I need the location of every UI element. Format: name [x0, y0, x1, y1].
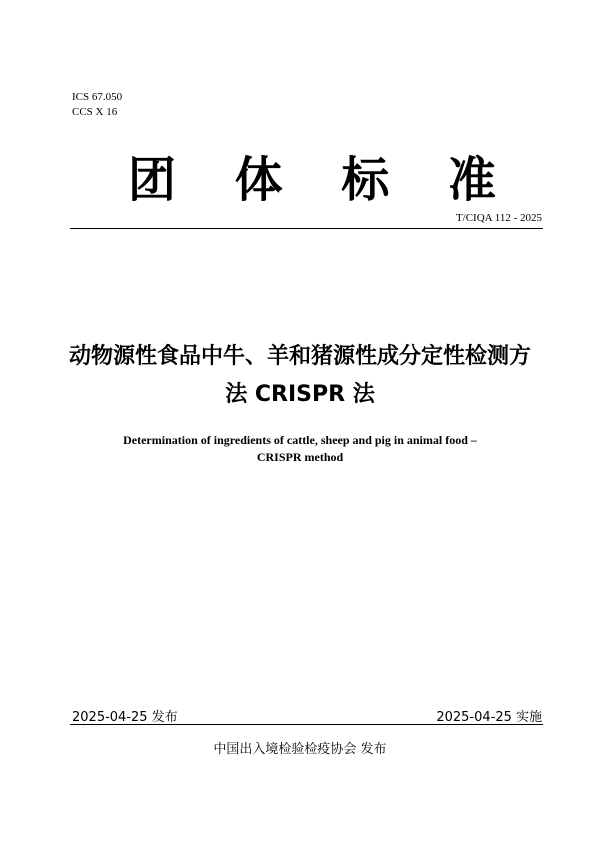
standard-number: T/CIQA 112 - 2025: [455, 212, 542, 224]
top-divider: [70, 228, 543, 229]
english-title: [50, 432, 550, 466]
standard-type-char-4: 准: [447, 152, 496, 208]
classification-codes: [72, 90, 122, 120]
chinese-title-line-1: 动物源性食品中牛、羊和猪源性成分定性检测方: [68, 344, 531, 369]
publisher: 中国出入境检验检疫协会 发布: [213, 742, 387, 757]
standard-type-title: [70, 152, 530, 208]
chinese-title: [40, 338, 560, 414]
standard-type-char-2: 体: [234, 152, 283, 208]
standard-type-char-3: 标: [341, 152, 390, 208]
issue-date: 2025-04-25 发布: [72, 710, 178, 725]
ics-code: ICS 67.050: [72, 91, 123, 103]
bottom-divider: [70, 724, 543, 725]
implementation-date: 2025-04-25 实施: [436, 710, 542, 725]
english-title-line-2: CRISPR method: [256, 450, 344, 464]
chinese-title-line-2: 法 CRISPR 法: [225, 382, 375, 407]
ccs-code: CCS X 16: [72, 106, 118, 118]
english-title-line-1: Determination of ingredients of cattle, sheep and pig in animal food –: [123, 433, 477, 447]
standard-type-char-1: 团: [128, 152, 177, 208]
